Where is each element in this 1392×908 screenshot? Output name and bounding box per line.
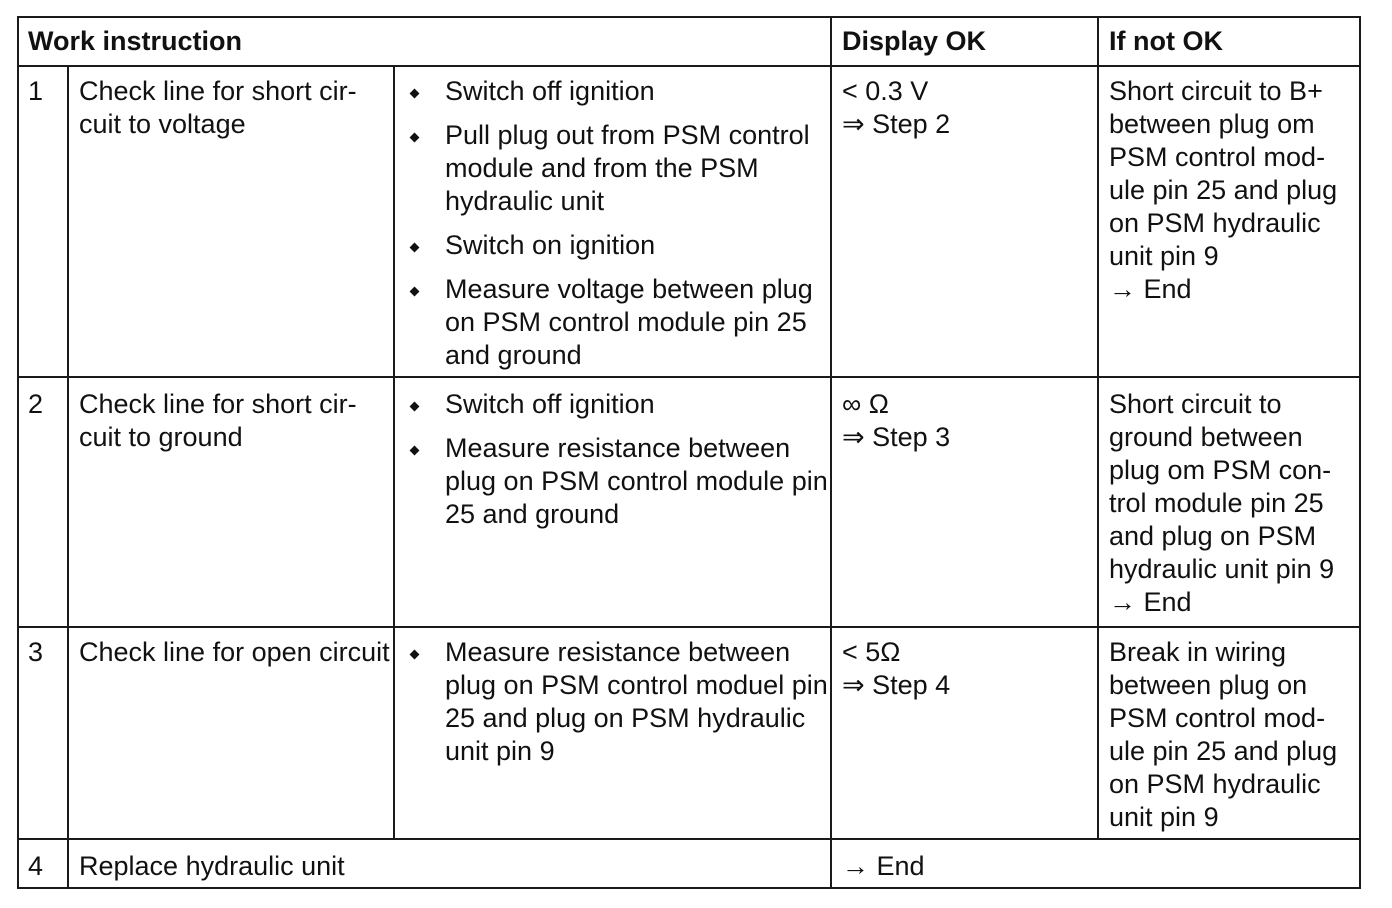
instruction-step: Measure resistance between plug on PSM control moduel pin 25 and plug on PSM hydraulic unit pin 9 <box>445 637 828 766</box>
step-number: 3 <box>28 637 44 667</box>
bullet-icon <box>410 650 420 660</box>
header-if-not-ok: If not OK <box>1109 26 1223 56</box>
display-ok-value: < 0.3 V ⇒ Step 2 <box>842 76 951 139</box>
instruction-step: Measure resistance between plug on PSM control module pin 25 and ground <box>445 433 828 529</box>
bullet-icon <box>410 446 420 456</box>
instruction-step: Switch off ignition <box>445 389 655 419</box>
bullet-icon <box>410 402 420 412</box>
bullet-icon <box>410 133 420 143</box>
instruction-step: Pull plug out from PSM control module and from the PSM hydraulic unit <box>445 120 810 216</box>
step-number: 2 <box>28 389 44 419</box>
bullet-icon <box>410 89 420 99</box>
column-divider <box>67 65 69 889</box>
instruction-step: Measure voltage between plug on PSM control module pin 25 and ground <box>445 274 813 370</box>
step-number: 4 <box>28 851 44 881</box>
check-description: Check line for short cir- cuit to voltage <box>79 76 357 139</box>
column-divider <box>393 65 395 840</box>
display-ok-value: ∞ Ω ⇒ Step 3 <box>842 389 951 452</box>
table-border-top <box>17 16 1361 18</box>
header-work-instruction: Work instruction <box>28 26 243 56</box>
row-divider <box>17 626 1361 628</box>
instruction-step: Switch on ignition <box>445 230 656 260</box>
instruction-step: Switch off ignition <box>445 76 655 106</box>
bullet-icon <box>410 243 420 253</box>
check-description: Replace hydraulic unit <box>79 851 345 881</box>
row-divider <box>17 65 1361 67</box>
if-not-ok-text: Short circuit to B+ between plug om PSM control mod- ule pin 25 and plug on PSM hydraulic unit pin 9 → End <box>1109 76 1338 304</box>
table-border-right <box>1359 16 1361 889</box>
if-not-ok-text: Short circuit to ground between plug om PSM con- trol module pin 25 and plug on PSM hydraulic unit pin 9 → End <box>1109 389 1335 617</box>
bullet-icon <box>410 287 420 297</box>
header-display-ok: Display OK <box>842 26 987 56</box>
row-divider <box>17 376 1361 378</box>
if-not-ok-text: Break in wiring between plug on PSM control mod- ule pin 25 and plug on PSM hydraulic unit pin 9 <box>1109 637 1338 832</box>
column-divider <box>830 16 832 889</box>
display-ok-value: → End <box>842 851 925 881</box>
column-divider <box>1097 16 1099 840</box>
row-divider <box>17 838 1361 840</box>
check-description: Check line for open circuit <box>79 637 390 667</box>
check-description: Check line for short cir- cuit to ground <box>79 389 357 452</box>
table-border-bottom <box>17 887 1361 889</box>
step-number: 1 <box>28 76 44 106</box>
display-ok-value: < 5Ω ⇒ Step 4 <box>842 637 951 700</box>
table-border-left <box>17 16 19 889</box>
